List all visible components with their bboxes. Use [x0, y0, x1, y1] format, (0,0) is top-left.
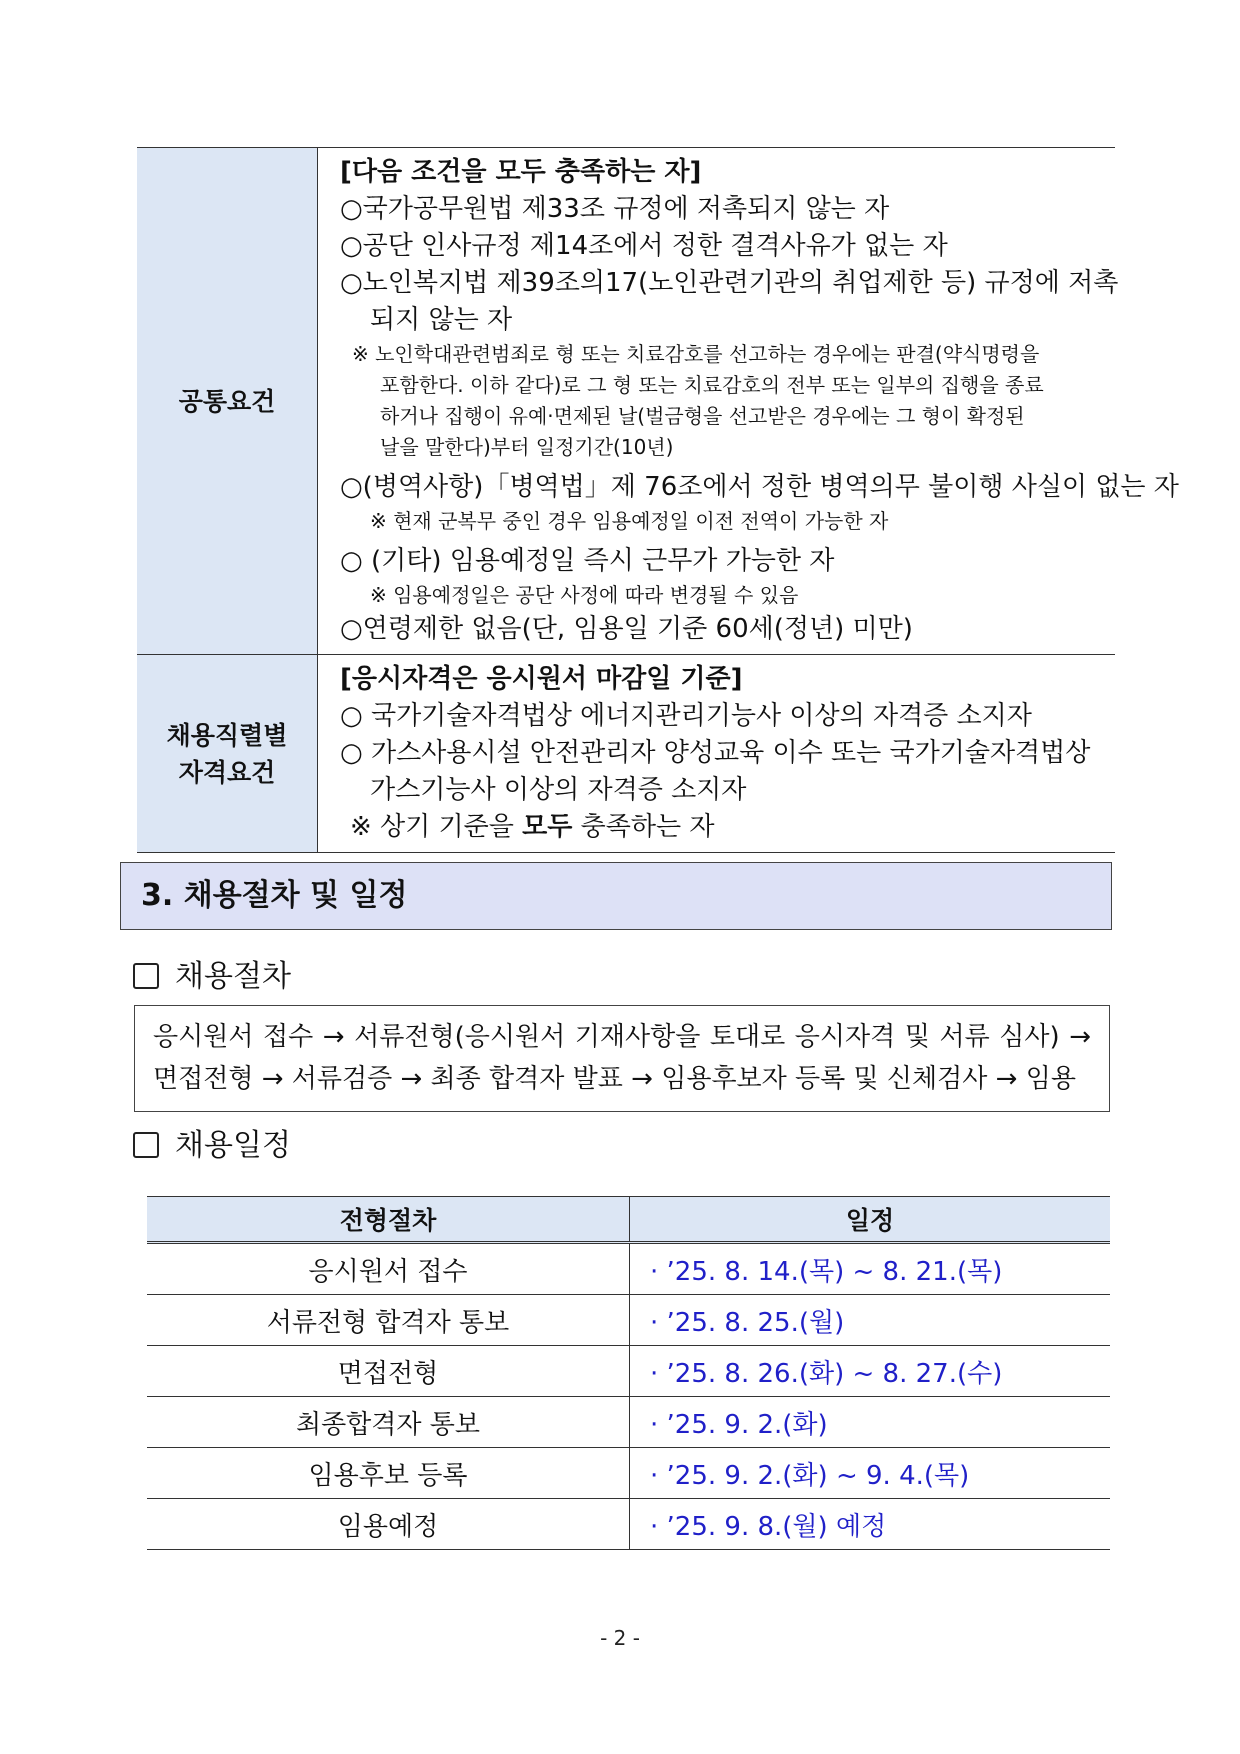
table-row [147, 1448, 1110, 1499]
specific-note-pre: ※ 상기 기준을 [350, 812, 523, 842]
specific-note [340, 809, 1105, 846]
step-cell: 면접전형 [147, 1346, 630, 1397]
common-heading: [다음 조건을 모두 충족하는 자] [340, 157, 702, 187]
section-title: 3. 채용절차 및 일정 [120, 862, 1112, 930]
specific-item: ○ 가스사용시설 안전관리자 양성교육 이수 또는 국가기술자격법상 [340, 738, 1091, 768]
common-item: ○연령제한 없음(단, 임용일 기준 60세(정년) 미만) [340, 614, 913, 644]
step-cell: 응시원서 접수 [147, 1243, 630, 1295]
procedure-heading-text: 채용절차 [175, 959, 291, 994]
common-item: ○ (기타) 임용예정일 즉시 근무가 가능한 자 [340, 546, 835, 576]
common-item-continued: 되지 않는 자 [370, 305, 513, 335]
specific-note-post: 충족하는 자 [572, 812, 715, 842]
common-item: ○국가공무원법 제33조 규정에 저촉되지 않는 자 [340, 194, 890, 224]
column-header-step: 전형절차 [147, 1197, 630, 1243]
table-row [147, 1397, 1110, 1448]
specific-item: ○ 국가기술자격법상 에너지관리기능사 이상의 자격증 소지자 [340, 701, 1032, 731]
step-cell: 최종합격자 통보 [147, 1397, 630, 1448]
page-number: - 2 - [600, 1626, 640, 1650]
common-requirements-label: 공통요건 [137, 148, 318, 655]
date-cell: · ’25. 8. 14.(목) ~ 8. 21.(목) [630, 1243, 1111, 1295]
column-header-date: 일정 [630, 1197, 1111, 1243]
table-row [147, 1346, 1110, 1397]
checkbox-square-icon [133, 1132, 159, 1158]
specific-heading: [응시자격은 응시원서 마감일 기준] [340, 664, 743, 694]
common-note-continued: 날을 말한다)부터 일정기간(10년) [380, 435, 674, 459]
common-note-continued: 포함한다. 이하 같다)로 그 형 또는 치료감호의 전부 또는 일부의 집행을 종료 [380, 373, 1044, 397]
schedule-table [147, 1196, 1110, 1550]
date-cell: · ’25. 9. 8.(월) 예정 [630, 1499, 1111, 1550]
date-cell: · ’25. 9. 2.(화) [630, 1397, 1111, 1448]
checkbox-square-icon [133, 963, 159, 989]
specific-label-line: 자격요건 [178, 757, 276, 787]
specific-requirements-content [318, 655, 1116, 853]
schedule-heading-text: 채용일정 [175, 1128, 291, 1163]
table-row [147, 1295, 1110, 1346]
common-note: ※ 노인학대관련범죄로 형 또는 치료감호를 선고하는 경우에는 판결(약식명령을 [352, 342, 1040, 366]
specific-requirements-label [137, 655, 318, 853]
common-item: ○노인복지법 제39조의17(노인관련기관의 취업제한 등) 규정에 저촉 [340, 268, 1119, 298]
table-row [147, 1499, 1110, 1550]
common-requirements-row [137, 148, 1115, 655]
date-cell: · ’25. 9. 2.(화) ~ 9. 4.(목) [630, 1448, 1111, 1499]
procedure-heading [133, 957, 291, 997]
common-item: ○공단 인사규정 제14조에서 정한 결격사유가 없는 자 [340, 231, 948, 261]
specific-requirements-row [137, 655, 1115, 853]
specific-item-continued: 가스기능사 이상의 자격증 소지자 [370, 775, 747, 805]
common-note: ※ 임용예정일은 공단 사정에 따라 변경될 수 있음 [370, 583, 799, 607]
table-row [147, 1243, 1110, 1295]
common-note: ※ 현재 군복무 중인 경우 임용예정일 이전 전역이 가능한 자 [370, 509, 889, 533]
date-cell: · ’25. 8. 26.(화) ~ 8. 27.(수) [630, 1346, 1111, 1397]
step-cell: 임용예정 [147, 1499, 630, 1550]
common-item: ○(병역사항)「병역법」제 76조에서 정한 병역의무 불이행 사실이 없는 자 [340, 472, 1179, 502]
requirements-table [137, 147, 1179, 853]
specific-label-line: 채용직렬별 [166, 720, 288, 750]
common-requirements-content [318, 148, 1179, 655]
schedule-header-row [147, 1197, 1110, 1243]
step-cell: 서류전형 합격자 통보 [147, 1295, 630, 1346]
schedule-heading [133, 1126, 291, 1166]
common-note-continued: 하거나 집행이 유예·면제된 날(벌금형을 선고받은 경우에는 그 형이 확정된 [380, 404, 1025, 428]
date-cell: · ’25. 8. 25.(월) [630, 1295, 1111, 1346]
specific-note-bold: 모두 [522, 812, 573, 842]
procedure-box: 응시원서 접수 → 서류전형(응시원서 기재사항을 토대로 응시자격 및 서류 심사) → 면접전형 → 서류검증 → 최종 합격자 발표 → 임용후보자 등록 및 신체검사 → 임용 [134, 1005, 1110, 1112]
step-cell: 임용후보 등록 [147, 1448, 630, 1499]
